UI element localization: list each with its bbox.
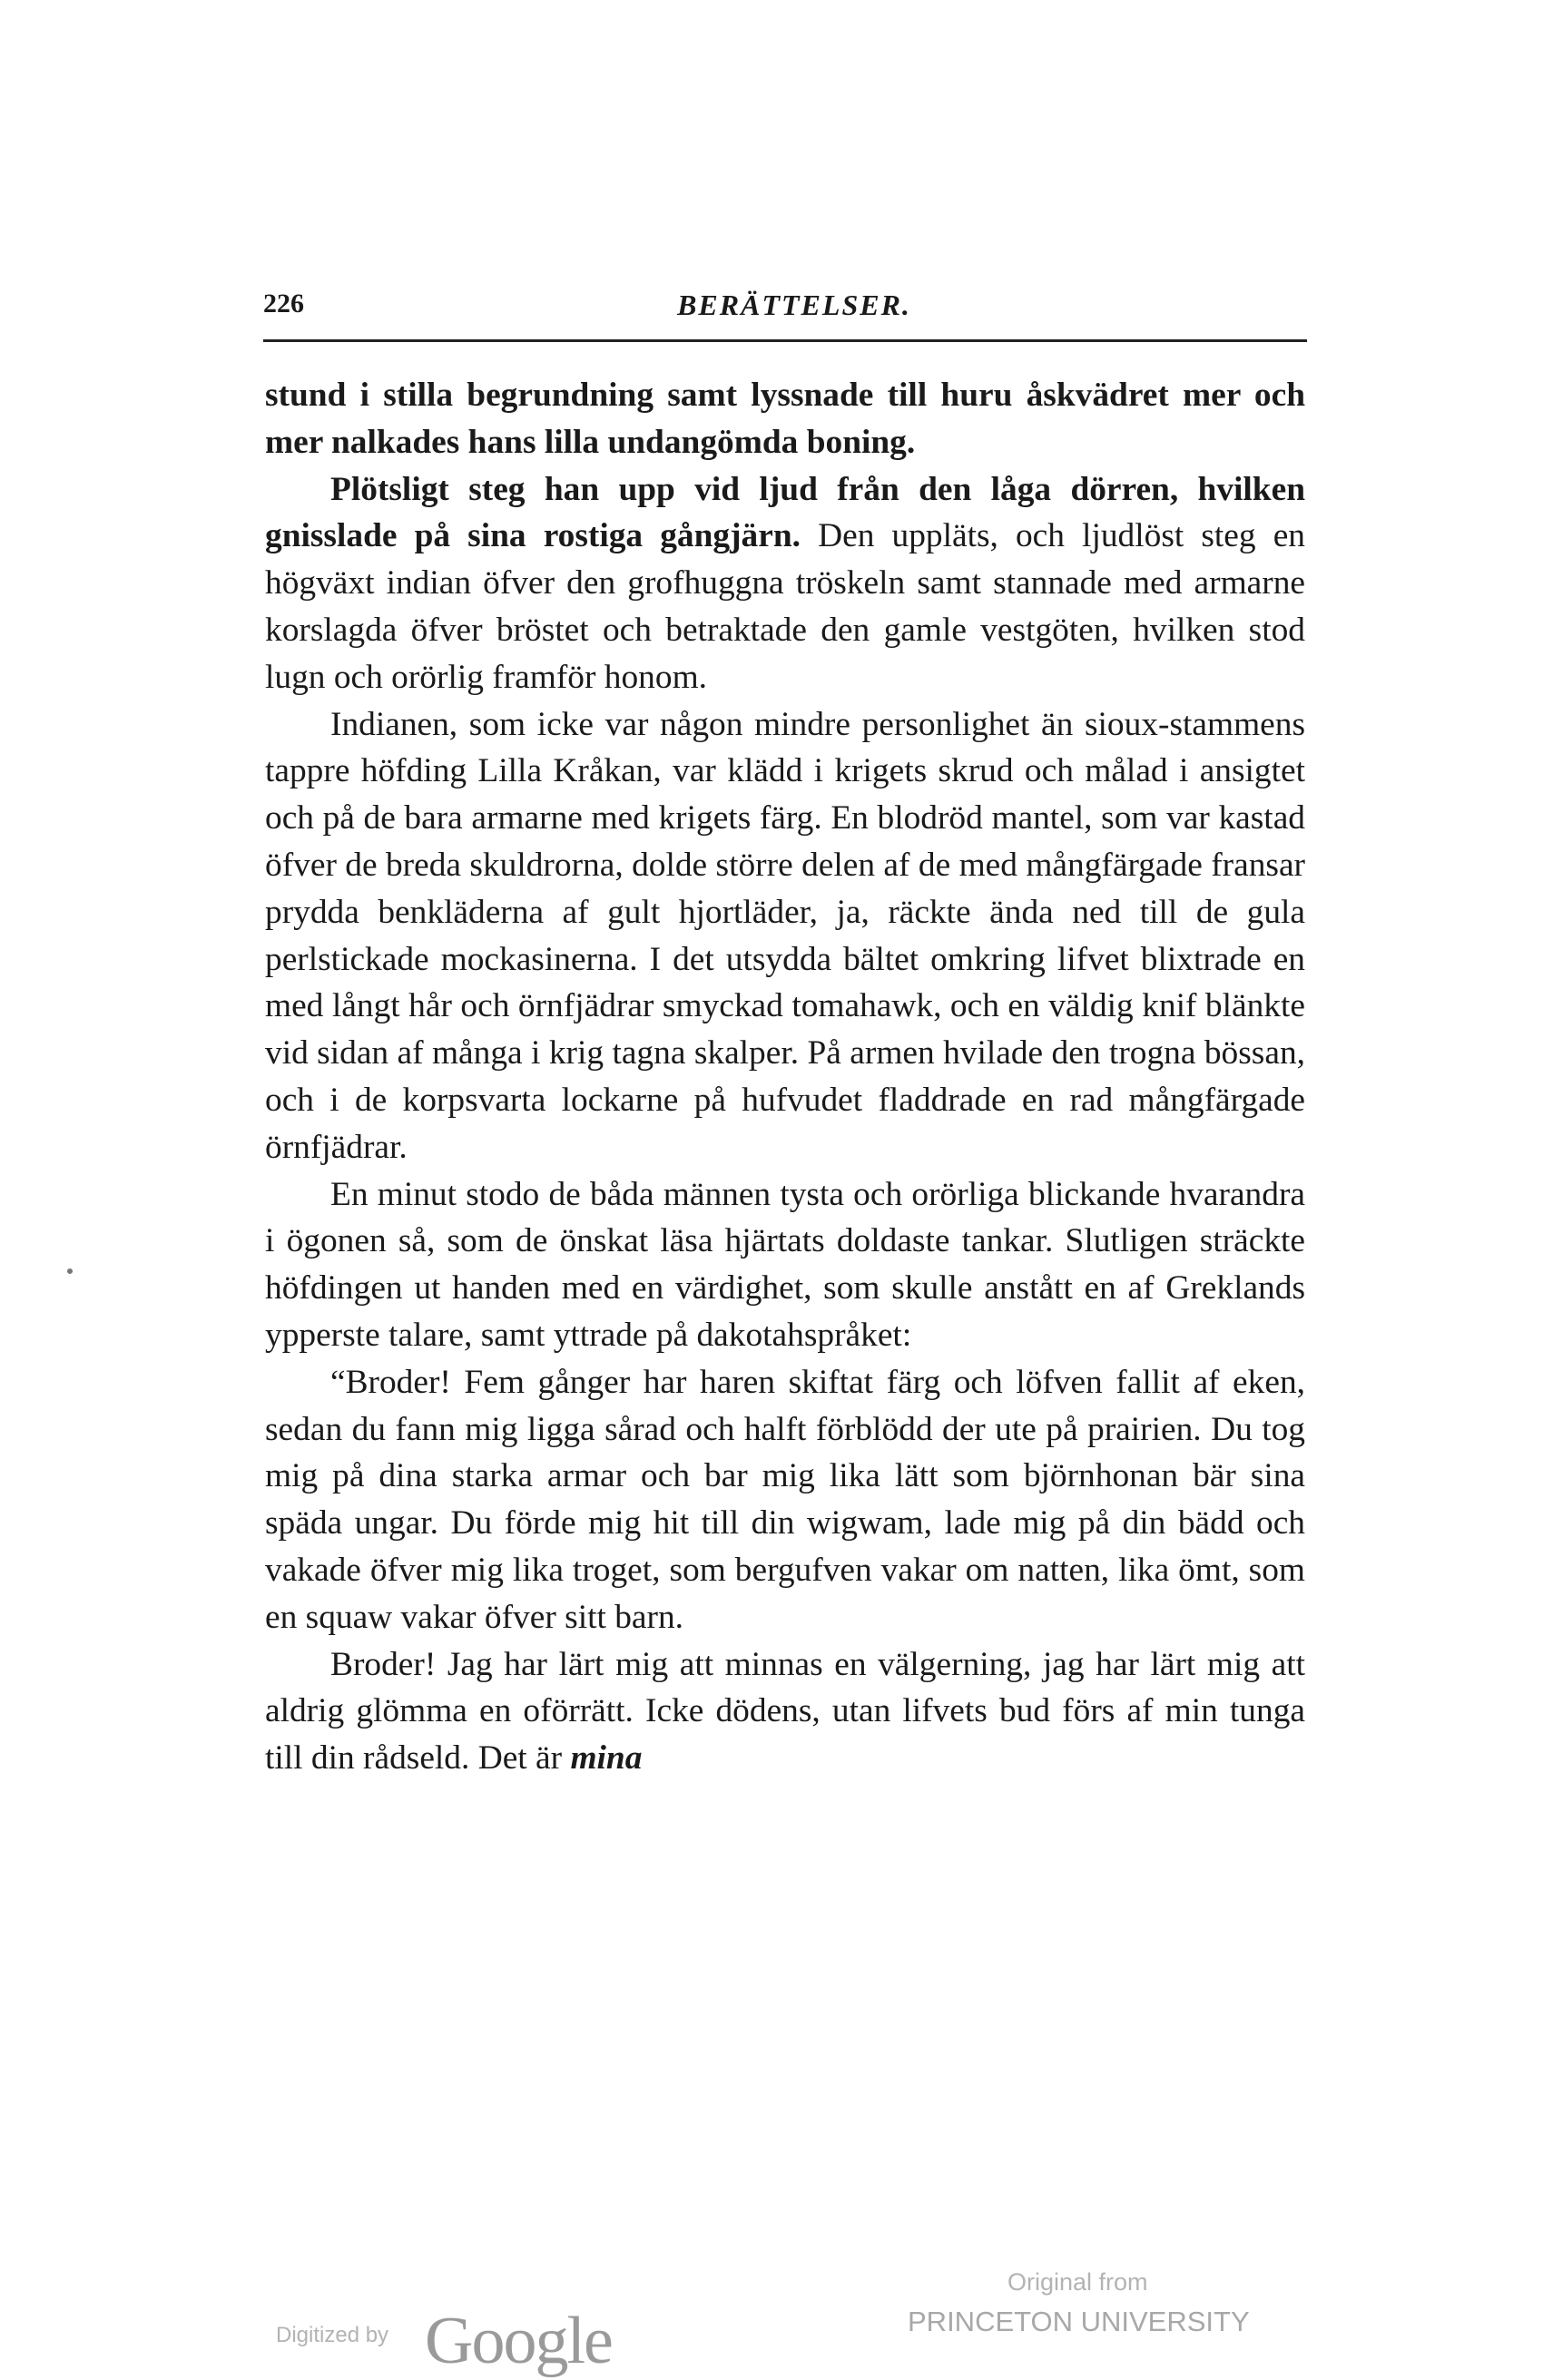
text-run: mina — [570, 1739, 643, 1778]
paragraph — [265, 1359, 1305, 1641]
running-title: BERÄTTELSER. — [677, 289, 911, 321]
paragraph — [265, 1171, 1305, 1359]
text-run: Indianen, som icke var någon mindre personlighet än sioux-stammens tappre höfding Lilla Kråkan, var klädd i krigets skrud och målad i ansigtet och på de bara armarne med krigets färg. En blodröd mantel, som var kastad öfver de breda skuldrorna, dolde större delen af de med mångfärgade fransar prydda benkläderna af gult hjortläder, ja, räckte ända ned till de gula perlstickade mockasinerna. I det utsydda bältet omkring lifvet blixtrade en med långt hår och örnfjädrar smyckad tomahawk, och en väldig knif blänkte vid sidan af många i krig tagna skalper. På armen hvilade den trogna bössan, och i de korpsvarta lockarne på hufvudet fladdrade en rad mångfärgade örnfjädrar. — [265, 705, 1305, 1166]
margin-speck — [67, 1268, 73, 1274]
paragraph — [265, 701, 1305, 1171]
digitization-footer — [0, 2259, 1543, 2378]
google-logo: Google — [425, 2304, 612, 2378]
text-run: Broder! Jag har lärt mig att minnas en välgerning, jag har lärt mig att aldrig glömma en oförrätt. Icke dödens, utan lifvets bud förs af min tunga till din rådseld. Det är — [265, 1645, 1305, 1778]
page-number: 226 — [263, 289, 304, 318]
paragraph — [265, 466, 1305, 701]
text-run: stund i stilla begrundning samt lyssnade till huru åskvädret mer och mer nalkades hans lilla undangömda boning. — [265, 377, 1305, 461]
university-name: PRINCETON UNIVERSITY — [908, 2306, 1250, 2337]
paragraph — [265, 372, 1305, 466]
text-run: “Broder! Fem gånger har haren skiftat färg och löfven fallit af eken, sedan du fann mig ligga sårad och halft förblödd der ute på prairien. Du tog mig på dina starka armar och bar mig lika lätt som björnhonan bär sina späda ungar. Du förde mig hit till din wigwam, lade mig på din bädd och vakade öfver mig lika troget, som bergufven vakar om natten, lika ömt, som en squaw vakar öfver sitt barn. — [265, 1363, 1305, 1636]
body-text — [265, 372, 1305, 1782]
page-header — [263, 289, 1307, 334]
text-run: En minut stodo de båda männen tysta och orörliga blickande hvarandra i ögonen så, som de önskat läsa hjärtats doldaste tankar. Slutligen sträckte höfdingen ut handen med en värdighet, som skulle anstått en af Greklands ypperste talare, samt yttrade på dakotahspråket: — [265, 1175, 1305, 1354]
header-rule — [263, 339, 1307, 342]
paragraph — [265, 1641, 1305, 1782]
text-run: Plötsligt steg han upp vid ljud från den låga dörren, hvilken gnisslade på sina rostiga gångjärn. — [265, 470, 1305, 555]
original-from-label: Original from — [1007, 2268, 1148, 2296]
digitized-by-label: Digitized by — [276, 2323, 389, 2347]
text-run: Den uppläts, och ljudlöst steg en högväxt indian öfver den grofhuggna tröskeln samt stannade med armarne korslagda öfver bröstet och betraktade den gamle vestgöten, hvilken stod lugn och orörlig framför honom. — [265, 517, 1305, 696]
